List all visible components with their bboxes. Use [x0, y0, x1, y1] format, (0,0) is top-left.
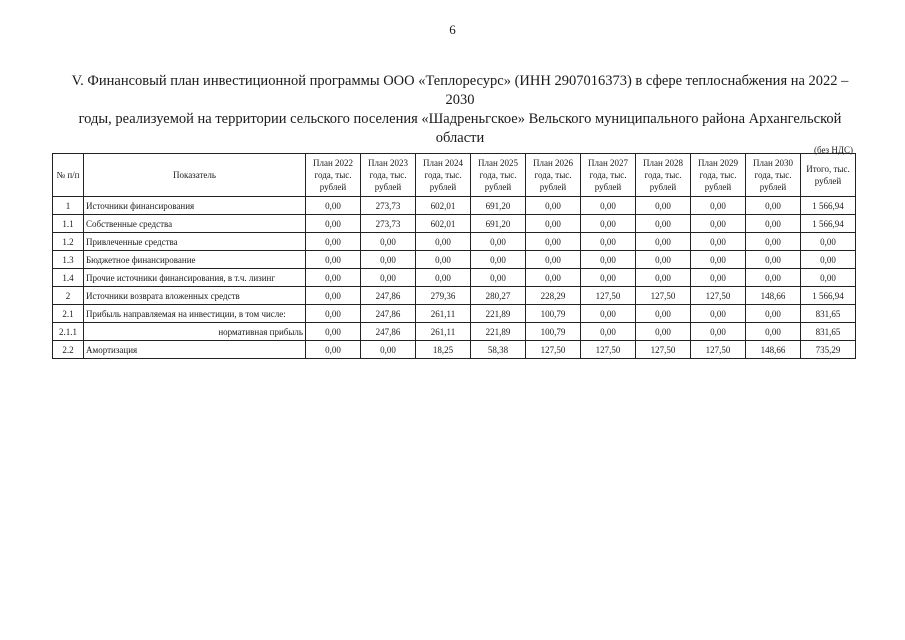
- table-row: [53, 251, 856, 269]
- value-cell: 261,11: [416, 323, 471, 341]
- total-cell: 831,65: [801, 323, 856, 341]
- value-cell: 279,36: [416, 287, 471, 305]
- value-cell: 0,00: [526, 269, 581, 287]
- value-cell: 0,00: [746, 233, 801, 251]
- value-cell: 0,00: [581, 251, 636, 269]
- row-label: Источники финансирования: [84, 197, 306, 215]
- header-cell: Показатель: [84, 154, 306, 197]
- total-cell: 0,00: [801, 269, 856, 287]
- row-index: 2.2: [53, 341, 84, 359]
- value-cell: 148,66: [746, 341, 801, 359]
- row-index: 2.1: [53, 305, 84, 323]
- total-cell: 1 566,94: [801, 287, 856, 305]
- value-cell: 0,00: [581, 323, 636, 341]
- header-cell: План 2026 года, тыс. рублей: [526, 154, 581, 197]
- row-label: Амортизация: [84, 341, 306, 359]
- row-index: 1.4: [53, 269, 84, 287]
- value-cell: 228,29: [526, 287, 581, 305]
- table-row: [53, 197, 856, 215]
- value-cell: 0,00: [636, 197, 691, 215]
- value-cell: 18,25: [416, 341, 471, 359]
- row-index: 2: [53, 287, 84, 305]
- value-cell: 0,00: [306, 287, 361, 305]
- value-cell: 0,00: [746, 323, 801, 341]
- value-cell: 602,01: [416, 197, 471, 215]
- value-cell: 280,27: [471, 287, 526, 305]
- header-cell: План 2027 года, тыс. рублей: [581, 154, 636, 197]
- value-cell: 0,00: [306, 215, 361, 233]
- value-cell: 0,00: [416, 251, 471, 269]
- row-label: Прочие источники финансирования, в т.ч. лизинг: [84, 269, 306, 287]
- header-cell: План 2028 года, тыс. рублей: [636, 154, 691, 197]
- row-label: Прибыль направляемая на инвестиции, в том числе:: [84, 305, 306, 323]
- value-cell: 0,00: [361, 341, 416, 359]
- value-cell: 100,79: [526, 305, 581, 323]
- header-cell: План 2030 года, тыс. рублей: [746, 154, 801, 197]
- table-row: [53, 323, 856, 341]
- table-row: [53, 215, 856, 233]
- value-cell: 100,79: [526, 323, 581, 341]
- value-cell: 0,00: [526, 233, 581, 251]
- row-index: 1: [53, 197, 84, 215]
- value-cell: 0,00: [581, 215, 636, 233]
- value-cell: 0,00: [691, 197, 746, 215]
- value-cell: 127,50: [691, 341, 746, 359]
- value-cell: 127,50: [581, 287, 636, 305]
- total-cell: 735,29: [801, 341, 856, 359]
- value-cell: 691,20: [471, 215, 526, 233]
- row-index: 1.2: [53, 233, 84, 251]
- value-cell: 0,00: [471, 269, 526, 287]
- value-cell: 0,00: [581, 269, 636, 287]
- value-cell: 0,00: [306, 269, 361, 287]
- value-cell: 148,66: [746, 287, 801, 305]
- header-cell: План 2025 года, тыс. рублей: [471, 154, 526, 197]
- financial-plan-table: [52, 153, 856, 359]
- value-cell: 0,00: [691, 269, 746, 287]
- value-cell: 0,00: [746, 215, 801, 233]
- total-cell: 1 566,94: [801, 215, 856, 233]
- row-label: Привлеченные средства: [84, 233, 306, 251]
- value-cell: 0,00: [416, 233, 471, 251]
- total-cell: 1 566,94: [801, 197, 856, 215]
- total-cell: 831,65: [801, 305, 856, 323]
- header-cell: План 2022 года, тыс. рублей: [306, 154, 361, 197]
- unit-note: (без НДС): [813, 145, 853, 155]
- value-cell: 127,50: [526, 341, 581, 359]
- value-cell: 0,00: [746, 269, 801, 287]
- value-cell: 273,73: [361, 215, 416, 233]
- header-cell: № п/п: [53, 154, 84, 197]
- value-cell: 0,00: [636, 269, 691, 287]
- row-label: Собственные средства: [84, 215, 306, 233]
- value-cell: 0,00: [306, 197, 361, 215]
- page-number: 6: [449, 22, 456, 37]
- value-cell: 0,00: [526, 251, 581, 269]
- value-cell: 0,00: [746, 197, 801, 215]
- value-cell: 127,50: [636, 341, 691, 359]
- value-cell: 0,00: [471, 233, 526, 251]
- value-cell: 0,00: [636, 305, 691, 323]
- total-cell: 0,00: [801, 251, 856, 269]
- value-cell: 0,00: [691, 323, 746, 341]
- table-header-row: [53, 154, 856, 197]
- header-cell: Итого, тыс. рублей: [801, 154, 856, 197]
- value-cell: 247,86: [361, 287, 416, 305]
- title-line-1: V. Финансовый план инвестиционной программы ООО «Теплоресурс» (ИНН 2907016373) в сфере теплоснабжения на 2022 – 2030: [71, 73, 849, 108]
- value-cell: 247,86: [361, 323, 416, 341]
- value-cell: 58,38: [471, 341, 526, 359]
- value-cell: 0,00: [746, 251, 801, 269]
- row-index: 1.3: [53, 251, 84, 269]
- value-cell: 691,20: [471, 197, 526, 215]
- value-cell: 273,73: [361, 197, 416, 215]
- header-cell: План 2023 года, тыс. рублей: [361, 154, 416, 197]
- table-row: [53, 233, 856, 251]
- value-cell: 0,00: [416, 269, 471, 287]
- value-cell: 127,50: [581, 341, 636, 359]
- value-cell: 0,00: [361, 251, 416, 269]
- header-cell: План 2024 года, тыс. рублей: [416, 154, 471, 197]
- value-cell: 127,50: [691, 287, 746, 305]
- row-label: Источники возврата вложенных средств: [84, 287, 306, 305]
- value-cell: 261,11: [416, 305, 471, 323]
- row-label: нормативная прибыль: [84, 323, 306, 341]
- value-cell: 0,00: [306, 233, 361, 251]
- document-title: [60, 72, 860, 148]
- value-cell: 0,00: [361, 233, 416, 251]
- value-cell: 0,00: [306, 305, 361, 323]
- value-cell: 0,00: [526, 215, 581, 233]
- value-cell: 0,00: [526, 197, 581, 215]
- header-cell: План 2029 года, тыс. рублей: [691, 154, 746, 197]
- value-cell: 602,01: [416, 215, 471, 233]
- value-cell: 0,00: [691, 305, 746, 323]
- row-index: 2.1.1: [53, 323, 84, 341]
- value-cell: 221,89: [471, 323, 526, 341]
- value-cell: 0,00: [306, 341, 361, 359]
- value-cell: 0,00: [636, 215, 691, 233]
- title-line-2: годы, реализуемой на территории сельского поселения «Шадреньгское» Вельского муниципального района Архангельской области: [78, 111, 842, 146]
- total-cell: 0,00: [801, 233, 856, 251]
- value-cell: 0,00: [581, 233, 636, 251]
- value-cell: 0,00: [581, 305, 636, 323]
- value-cell: 0,00: [691, 251, 746, 269]
- value-cell: 0,00: [636, 251, 691, 269]
- value-cell: 0,00: [691, 215, 746, 233]
- value-cell: 221,89: [471, 305, 526, 323]
- value-cell: 0,00: [306, 251, 361, 269]
- table-row: [53, 269, 856, 287]
- table-row: [53, 305, 856, 323]
- value-cell: 0,00: [691, 233, 746, 251]
- value-cell: 0,00: [361, 269, 416, 287]
- value-cell: 0,00: [471, 251, 526, 269]
- value-cell: 0,00: [636, 233, 691, 251]
- value-cell: 0,00: [636, 323, 691, 341]
- row-label: Бюджетное финансирование: [84, 251, 306, 269]
- table-row: [53, 287, 856, 305]
- table-row: [53, 341, 856, 359]
- row-index: 1.1: [53, 215, 84, 233]
- value-cell: 0,00: [306, 323, 361, 341]
- value-cell: 0,00: [581, 197, 636, 215]
- value-cell: 0,00: [746, 305, 801, 323]
- value-cell: 127,50: [636, 287, 691, 305]
- value-cell: 247,86: [361, 305, 416, 323]
